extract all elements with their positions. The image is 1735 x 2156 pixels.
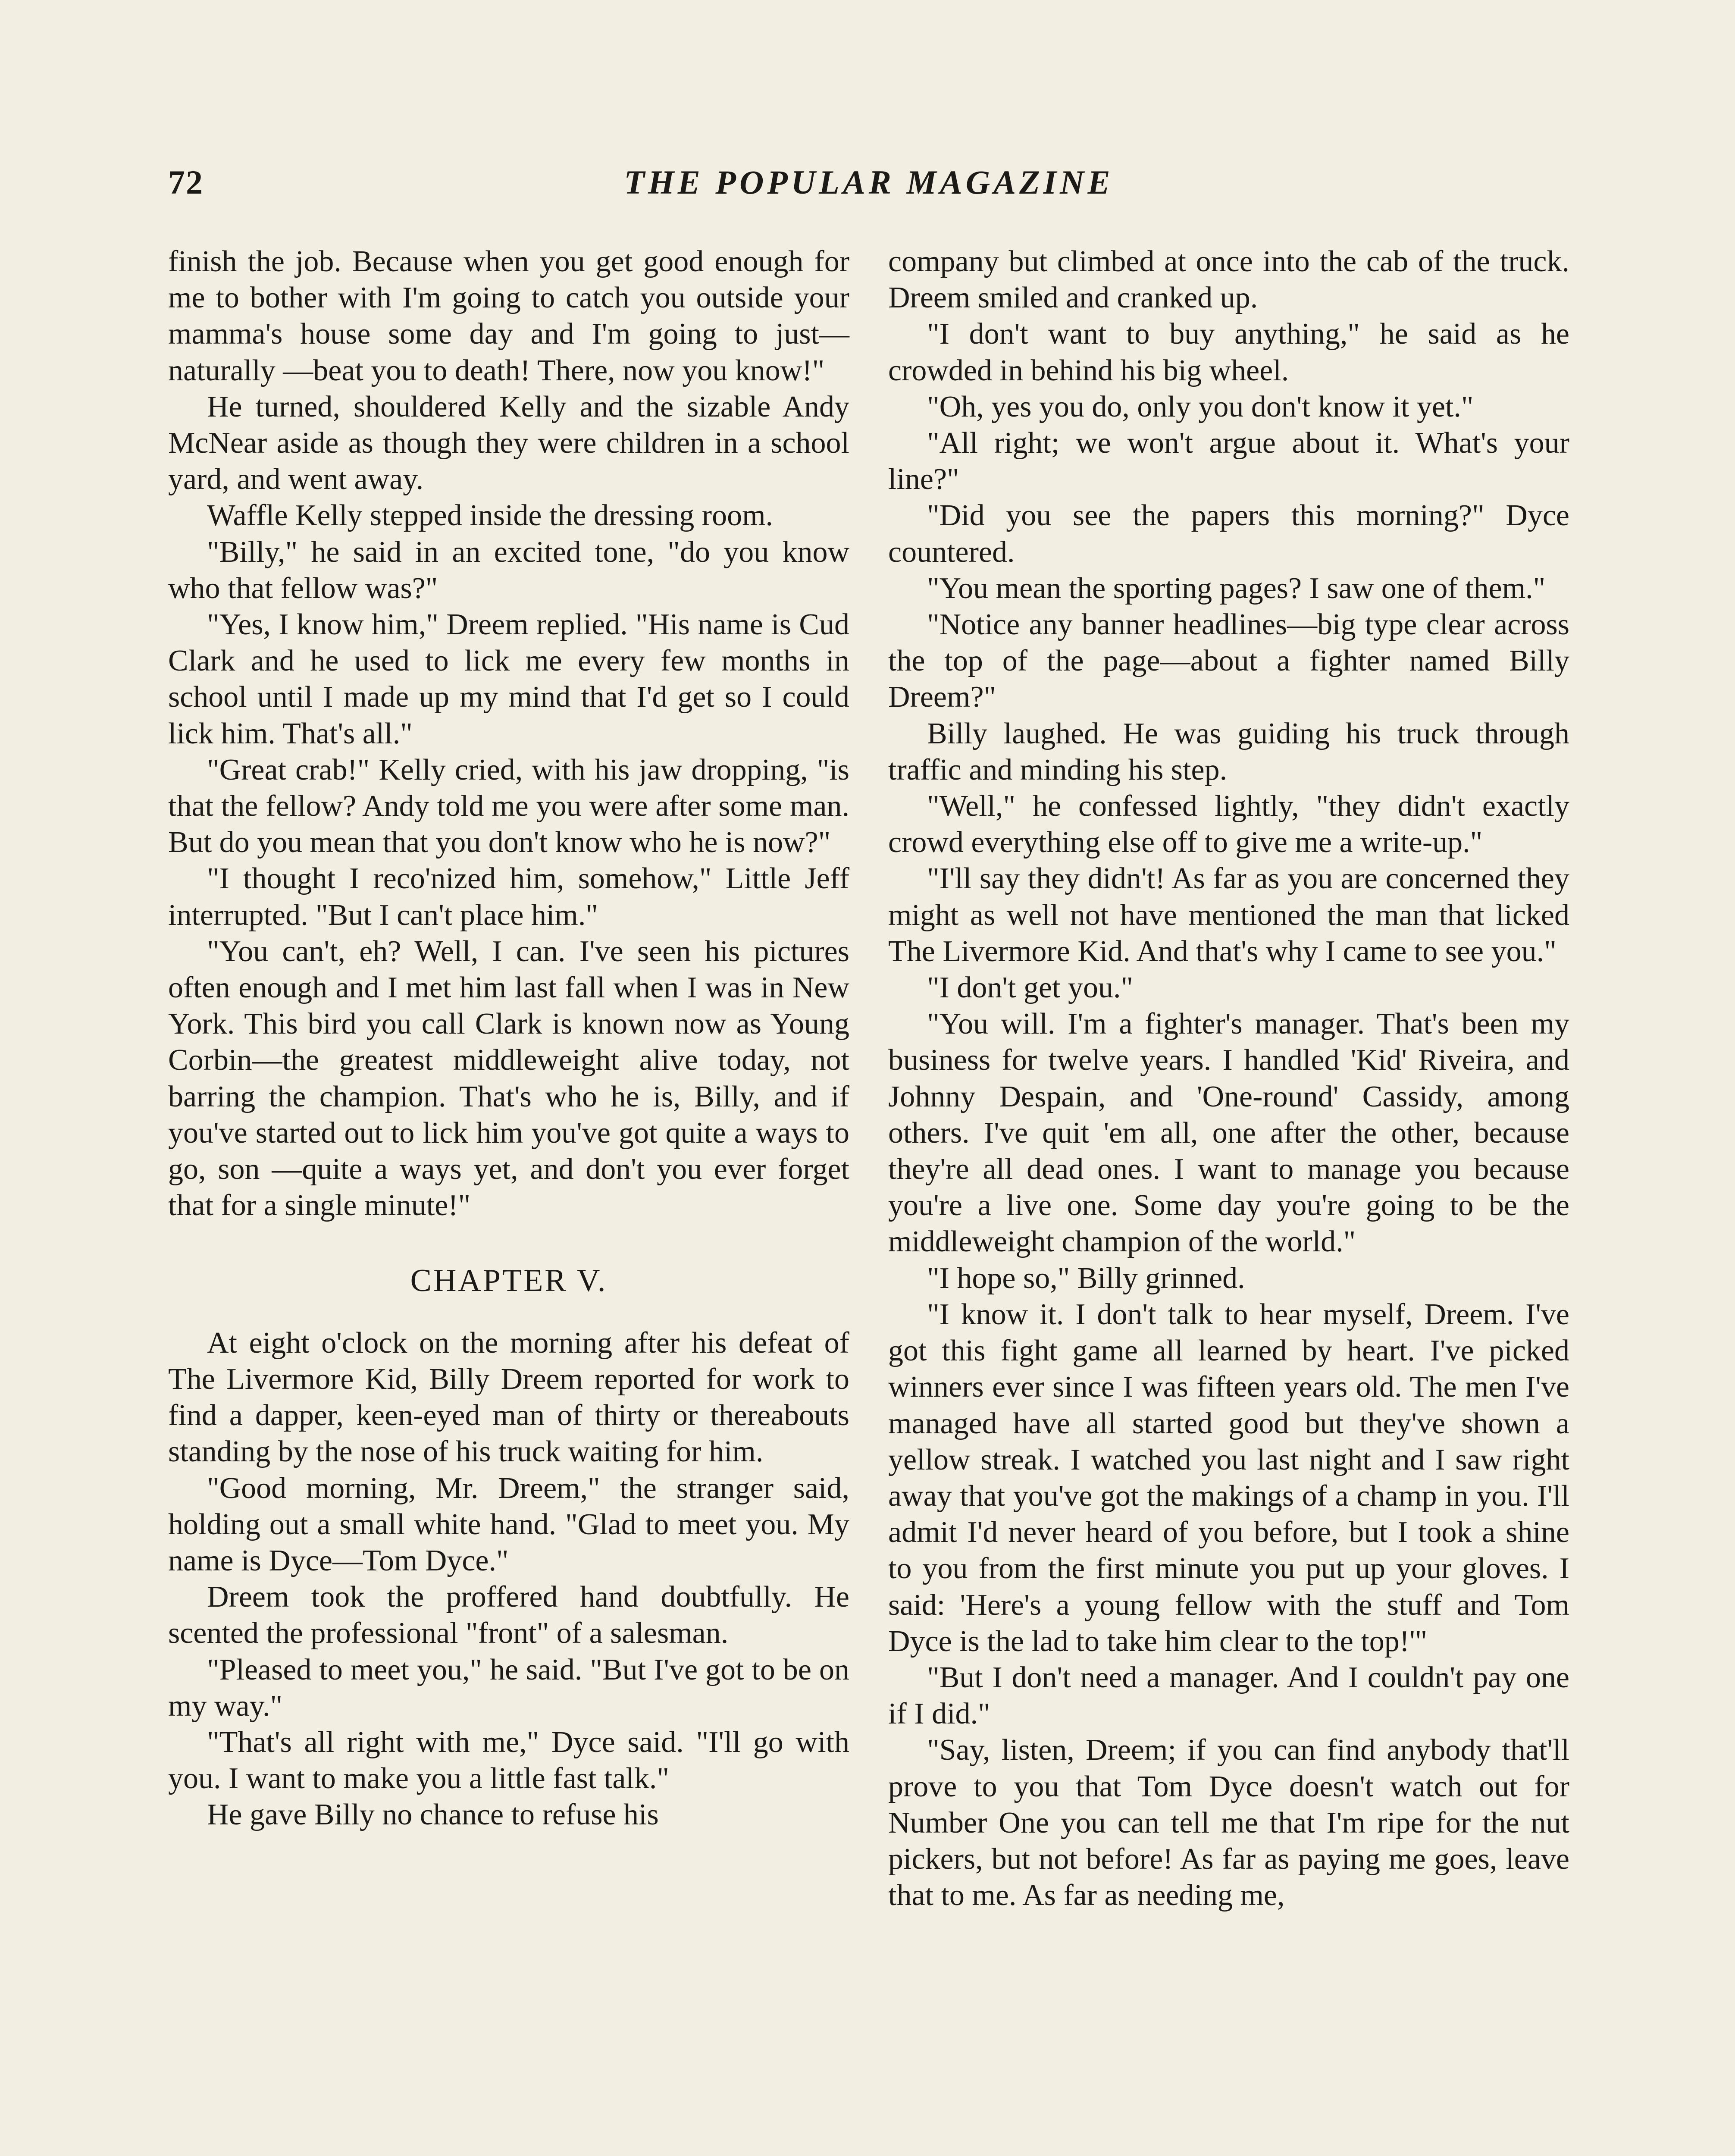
paragraph: "Well," he confessed lightly, "they didn't exactly crowd everything else off to give me a write-up." (888, 790, 1569, 859)
page-header (168, 163, 1569, 215)
paragraph: "Notice any banner headlines—big type clear across the top of the page—about a fighter named Billy Dreem?" (888, 608, 1569, 714)
paragraph: "Good morning, Mr. Dreem," the stranger said, holding out a small white hand. "Glad to meet you. My name is Dyce—Tom Dyce." (168, 1471, 849, 1577)
paragraph: "Oh, yes you do, only you don't know it yet." (927, 390, 1474, 423)
paragraph: "All right; we won't argue about it. What's your line?" (888, 426, 1569, 496)
paragraph: "Yes, I know him," Dreem replied. "His name is Cud Clark and he used to lick me every few months in school until I made up my mind that I'd get so I could lick him. That's all." (168, 608, 849, 750)
paragraph: "I'll say they didn't! As far as you are concerned they might as well not have mentioned the man that licked The Livermore Kid. And that's why I came to see you." (888, 862, 1569, 968)
paragraph: He turned, shouldered Kelly and the sizable Andy McNear aside as though they were children in a school yard, and went away. (168, 390, 849, 496)
paragraph: "But I don't need a manager. And I couldn't pay one if I did." (888, 1661, 1569, 1731)
paragraph: "Did you see the papers this morning?" Dyce countered. (888, 499, 1569, 569)
page-number: 72 (168, 163, 204, 201)
paragraph: "Say, listen, Dreem; if you can find anybody that'll prove to you that Tom Dyce doesn't watch out for Number One you can tell me that I'm ripe for the nut pickers, but not before! As far as paying me goes, leave that to me. As far as needing me, (888, 1733, 1569, 1912)
paragraph: Billy laughed. He was guiding his truck through traffic and minding his step. (888, 717, 1569, 787)
paragraph: "Great crab!" Kelly cried, with his jaw dropping, "is that the fellow? Andy told me you were after some man. But do you mean that you don't know who he is now?" (168, 753, 849, 859)
paragraph: "You will. I'm a fighter's manager. That's been my business for twelve years. I handled 'Kid' Riveira, and Johnny Despain, and 'One-round' Cassidy, among others. I've quit 'em all, one after the other, because they're all dead ones. I want to manage you because you're a live one. Some day you're going to be the middleweight champion of the world." (888, 1007, 1569, 1259)
paragraph: "I don't want to buy anything," he said as he crowded in behind his big wheel. (888, 317, 1569, 387)
paragraph: company but climbed at once into the cab of the truck. Dreem smiled and cranked up. (888, 245, 1569, 315)
paragraph: "I don't get you." (927, 971, 1134, 1005)
chapter-heading: CHAPTER V. (410, 1263, 608, 1299)
paragraph: He gave Billy no chance to refuse his (207, 1798, 659, 1832)
paragraph: "You mean the sporting pages? I saw one of them." (927, 571, 1546, 605)
paragraph: "I know it. I don't talk to hear myself, Dreem. I've got this fight game all learned by heart. I've picked winners ever since I was fifteen years old. The men I've managed have all started good but they've shown a yellow streak. I watched you last night and I saw right away that you've got the makings of a champ in you. I'll admit I'd never heard of you before, but I took a shine to you from the first minute you put up your gloves. I said: 'Here's a young fellow with the stuff and Tom Dyce is the lad to take him clear to the top!'" (888, 1297, 1569, 1658)
paragraph: Waffle Kelly stepped inside the dressing room. (207, 499, 774, 533)
right-column (888, 244, 1569, 1914)
paragraph: finish the job. Because when you get good enough for me to bother with I'm going to catch you outside your mamma's house some day and I'm going to just—naturally —beat you to death! There, now you know!" (168, 245, 849, 387)
paragraph: "Billy," he said in an excited tone, "do you know who that fellow was?" (168, 535, 849, 605)
left-column (168, 244, 849, 1833)
running-head-title: THE POPULAR MAGAZINE (624, 163, 1114, 201)
paragraph: "I thought I reco'nized him, somehow," Little Jeff interrupted. "But I can't place him." (168, 862, 849, 932)
paragraph: At eight o'clock on the morning after his defeat of The Livermore Kid, Billy Dreem reported for work to find a dapper, keen-eyed man of thirty or thereabouts standing by the nose of his truck waiting for him. (168, 1326, 849, 1469)
paragraph: "I hope so," Billy grinned. (927, 1261, 1245, 1295)
paragraph: Dreem took the proffered hand doubtfully. He scented the professional "front" of a salesman. (168, 1580, 849, 1650)
paragraph: "That's all right with me," Dyce said. "I'll go with you. I want to make you a little fast talk." (168, 1725, 849, 1796)
paragraph: "You can't, eh? Well, I can. I've seen his pictures often enough and I met him last fall when I was in New York. This bird you call Clark is known now as Young Corbin—the greatest middleweight alive today, not barring the champion. That's who he is, Billy, and if you've started out to lick him you've got quite a ways to go, son —quite a ways yet, and don't you ever forget that for a single minute!" (168, 934, 849, 1222)
paragraph: "Pleased to meet you," he said. "But I've got to be on my way." (168, 1653, 849, 1723)
